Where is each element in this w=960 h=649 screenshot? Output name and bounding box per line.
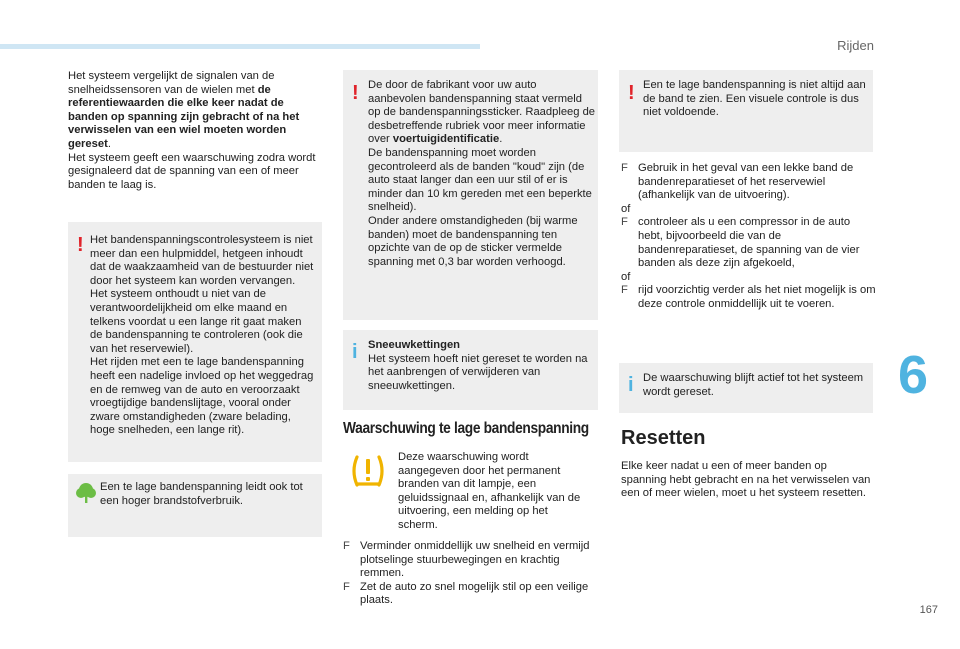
info-icon: i (352, 341, 358, 363)
eco-box: Een te lage bandenspanning leidt ook tot een hoger brandstofverbruik. (68, 474, 322, 537)
top-accent-bar (0, 44, 480, 49)
warning-box-pressure: ! De door de fabrikant voor uw auto aanbevolen bandenspanning staat vermeld op de bandenspanningssticker. Raadpleeg de desbetreffende rubriek voor meer informatie over voertuigidentificatie. De bandenspanning moet worden gecontroleerd als de banden "koud" zijn (de auto staat langer dan een uur stil of er is minder dan 10 km gereden met een beperkte snelheid). Onder andere omstandigheden (bij warme banden) moet de bandenspanning ten opzichte van de op de sticker vermelde spanning met 0,3 bar worden verhoogd. (343, 70, 598, 320)
warning-icon: ! (77, 234, 84, 256)
list-item: F rijd voorzichtig verder als het niet mogelijk is om deze controle onmiddellijk uit te voeren. (621, 284, 876, 310)
warning-box-visual: ! Een te lage bandenspanning is niet altijd aan de band te zien. Een visuele controle is dus niet voldoende. (619, 70, 873, 152)
list-item: F controleer als u een compressor in de auto hebt, bijvoorbeeld die van de bandenreparatieset, de spanning van de vier banden als deze zijn afgekoeld, (621, 216, 860, 270)
info-box-snow-chains: i Sneeuwkettingen Het systeem hoeft niet gereset te worden na het aanbrengen of verwijderen van sneeuwkettingen. (343, 330, 598, 410)
list-item: F Zet de auto zo snel mogelijk stil op een veilige plaats. (343, 580, 589, 607)
puncture-options: F Gebruik in het geval van een lekke band de bandenreparatieset of het reservewiel (afhankelijk van de uitvoering). of F controleer als u een compressor in de auto hebt, bijvoorbeeld die van de bandenreparatieset, de spanning van de vier banden als deze zijn afgekoeld, of F rijd voorzichtig verder als het niet mogelijk is om deze controle onmiddellijk uit te voeren. (621, 162, 876, 310)
warning-box-system: ! Het bandenspanningscontrolesysteem is niet meer dan een hulpmiddel, hetgeen inhoudt dat de waakzaamheid van de bestuurder niet door het systeem kan worden vervangen. Het systeem onthoudt u niet van de verantwoordelijkheid om elke maand en telkens voordat u een lange rit gaat maken de bandenspanning te controleren (ook die van het reservewiel). Het rijden met een te lage bandenspanning heeft een nadelige invloed op het weggedrag en de remweg van de auto en veroorzaakt vroegtijdige bandenslijtage, vooral onder zware omstandigheden (zware belading, hoge snelheden, een lange rit). (68, 222, 322, 462)
eco-tree-icon (75, 482, 97, 504)
list-item: F Verminder onmiddellijk uw snelheid en vermijd plotselinge stuurbewegingen en krachtig remmen. (343, 540, 590, 580)
intro-text: Het systeem vergelijkt de signalen van de snelheidssensoren van de wielen met de referentiewaarden die elke keer nadat de banden op spanning zijn gebracht of na het verwisselen van een wiel moeten worden gereset. Het systeem geeft een waarschuwing zodra wordt gesignaleerd dat de spanning van een of meer banden te laag is. (68, 70, 316, 191)
chapter-number: 6 (898, 345, 929, 405)
page-number: 167 (919, 604, 938, 616)
tire-pressure-warning-lamp-icon (348, 451, 388, 491)
section-title: Rijden (837, 38, 874, 53)
warning-icon: ! (352, 82, 359, 104)
info-icon: i (628, 374, 634, 396)
section-heading-low-pressure: Waarschuwing te lage bandenspanning (343, 420, 589, 437)
info-box-reset: i De waarschuwing blijft actief tot het systeem wordt gereset. (619, 363, 873, 413)
section-heading-reset: Resetten (621, 427, 706, 449)
low-pressure-bullets (343, 540, 593, 608)
reset-text: Elke keer nadat u een of meer banden op spanning hebt gebracht en na het verwisselen van een of meer wielen, moet u het systeem resetten. (621, 460, 871, 500)
list-item: F Gebruik in het geval van een lekke band de bandenreparatieset of het reservewiel (afhankelijk van de uitvoering). (621, 162, 854, 202)
warning-icon: ! (628, 82, 635, 104)
